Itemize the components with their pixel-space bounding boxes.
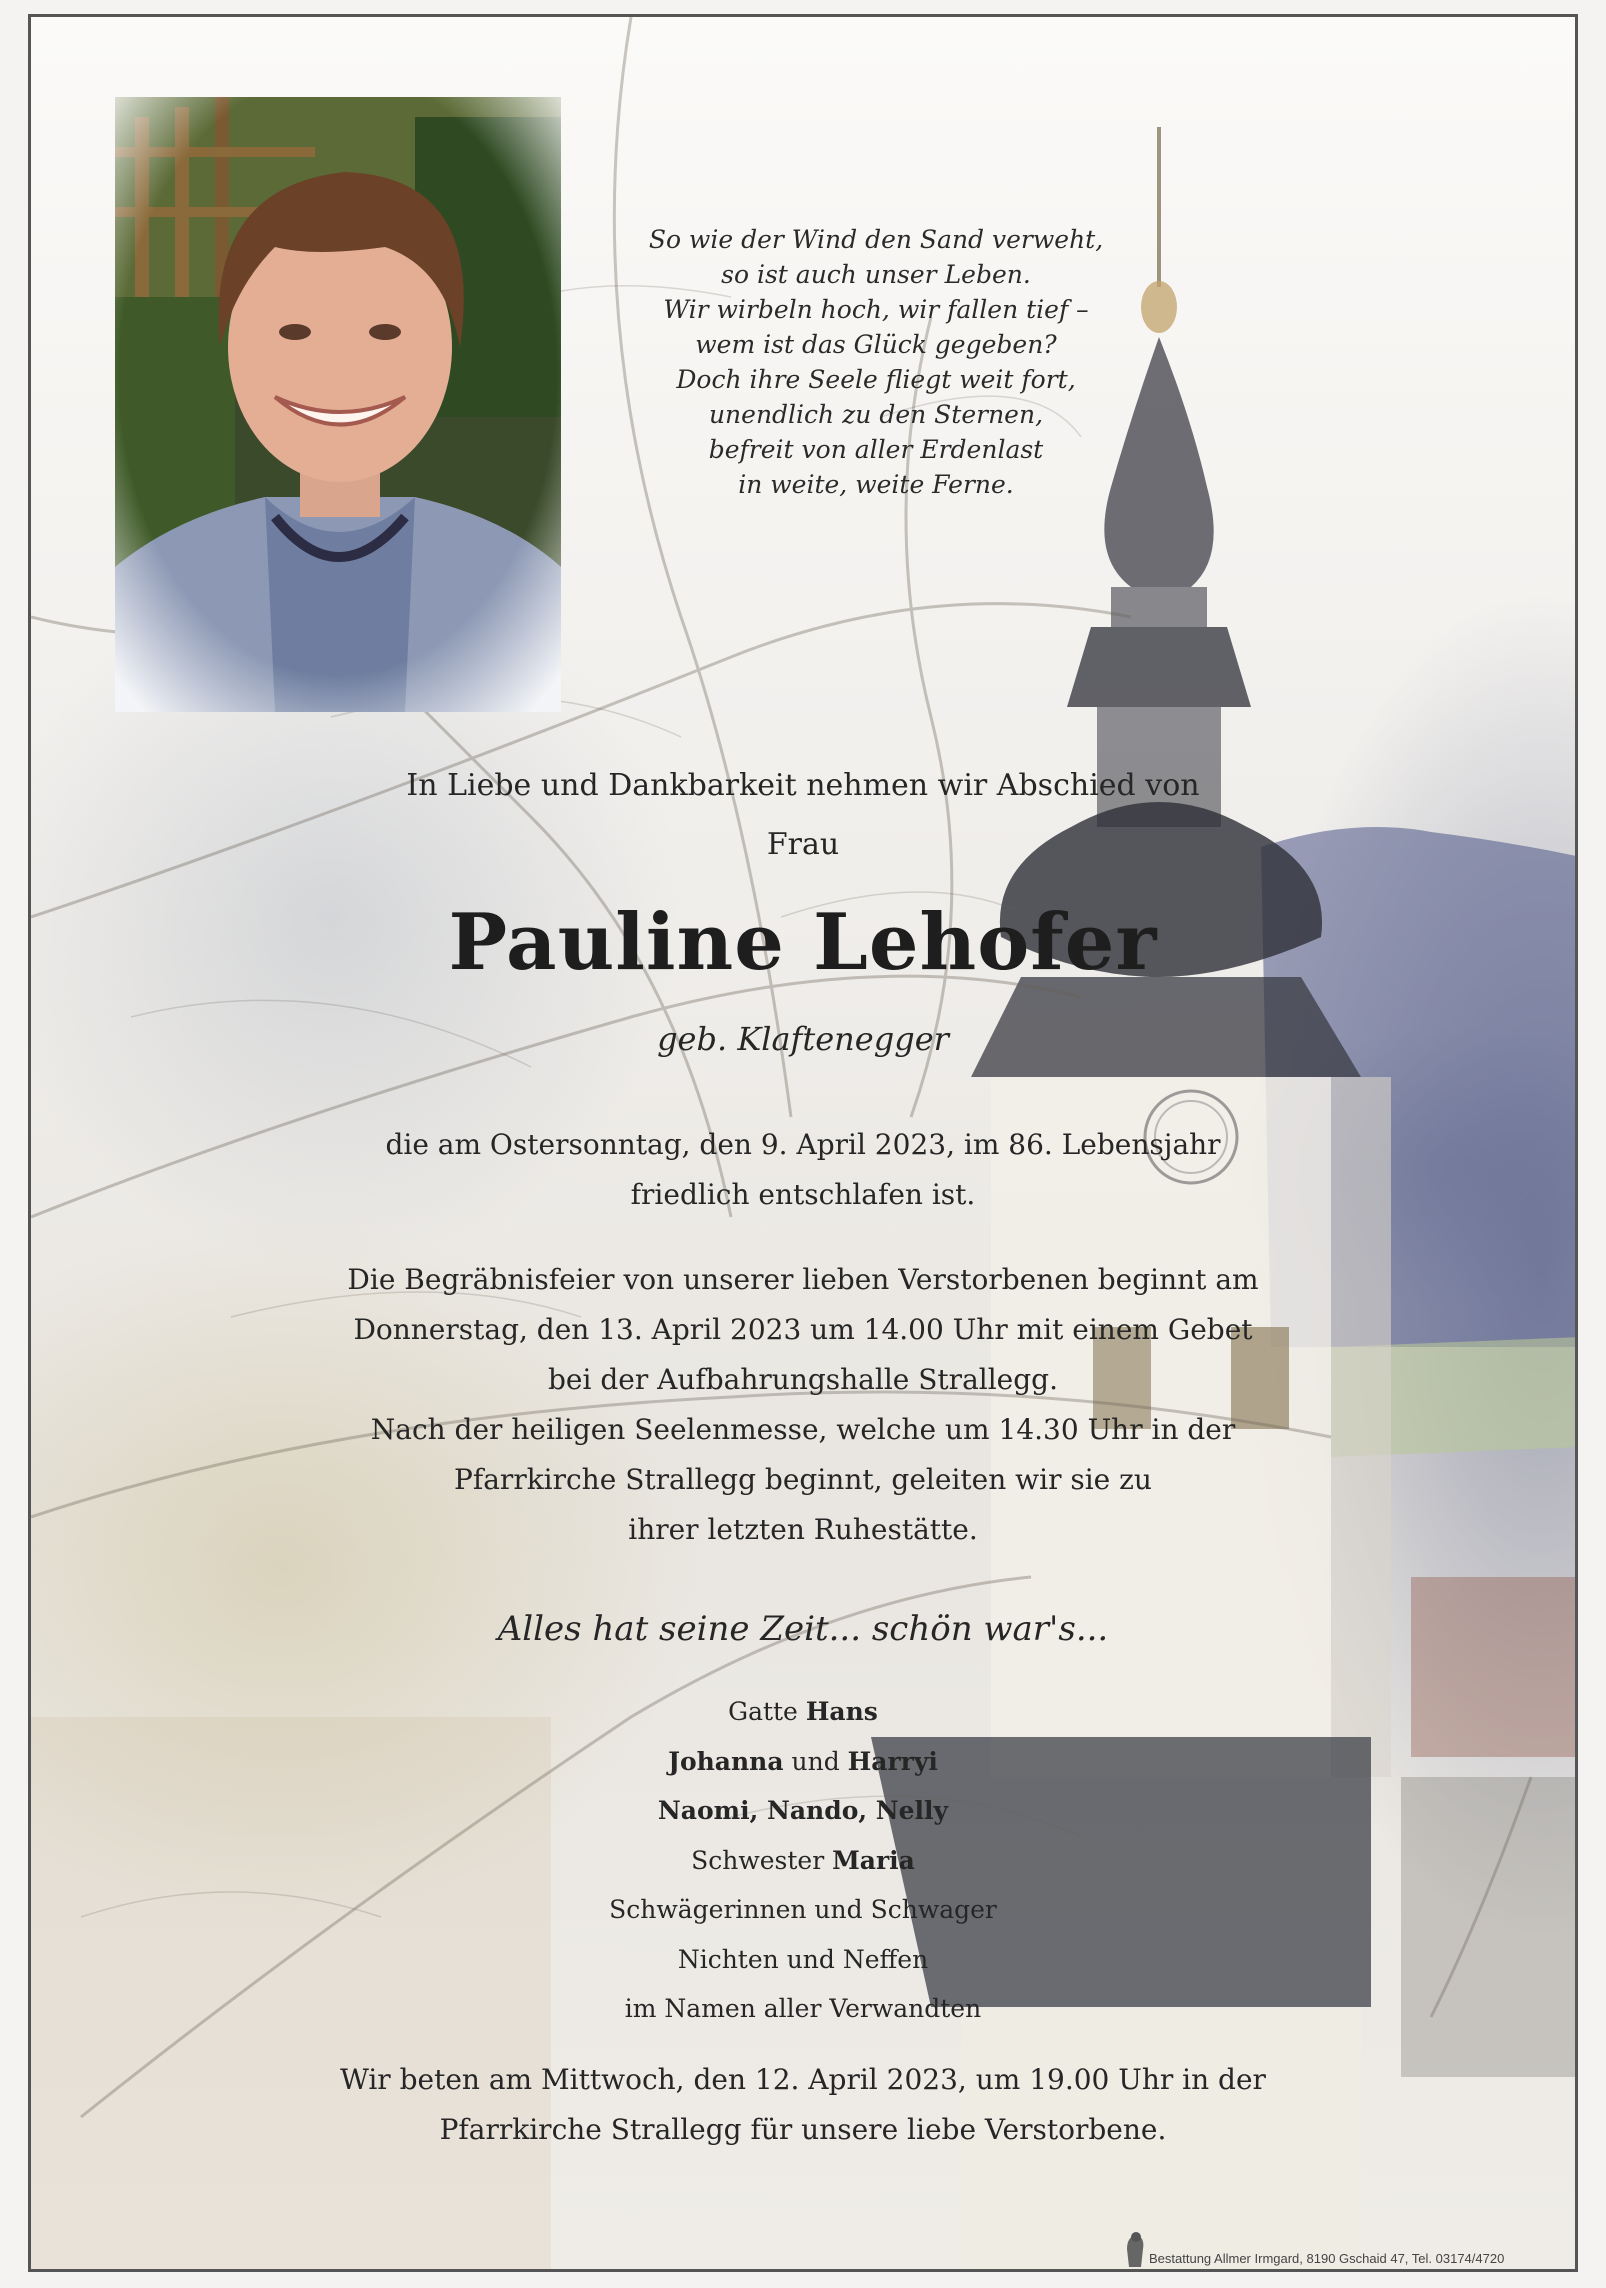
mourner-relation: Schwester (691, 1845, 833, 1875)
funeral-line: Die Begräbnisfeier von unserer lieben Verstorbenen beginnt am (347, 1263, 1259, 1296)
poem-line: Doch ihre Seele fliegt weit fort, (676, 365, 1076, 394)
prayer-line: Pfarrkirche Strallegg für unsere liebe Verstorbene. (439, 2113, 1167, 2146)
poem-line: Wir wirbeln hoch, wir fallen tief – (663, 295, 1089, 324)
death-notice-line: friedlich entschlafen ist. (630, 1178, 976, 1211)
poem-line: in weite, weite Ferne. (738, 470, 1014, 499)
mourner-conjunction: und (783, 1746, 848, 1776)
mourner-row (31, 1737, 1575, 1787)
poem-line: So wie der Wind den Sand verweht, (648, 225, 1104, 254)
undertaker-logo-icon (1121, 2229, 1151, 2269)
mourner-row (31, 1687, 1575, 1737)
farewell-intro: In Liebe und Dankbarkeit nehmen wir Abschied von (406, 768, 1200, 803)
poem-line: befreit von aller Erdenlast (708, 435, 1044, 464)
mourner-row: Schwägerinnen und Schwager (609, 1895, 997, 1924)
death-notice (31, 1120, 1575, 1220)
mourner-name: Harryi (847, 1746, 938, 1776)
portrait-photo (115, 97, 561, 712)
funeral-details (31, 1255, 1575, 1555)
funeral-line: Donnerstag, den 13. April 2023 um 14.00 Uhr mit einem Gebet (353, 1313, 1253, 1346)
funeral-line: bei der Aufbahrungshalle Strallegg. (548, 1363, 1058, 1396)
deceased-name: Pauline Lehofer (448, 897, 1158, 988)
funeral-line: ihrer letzten Ruhestätte. (628, 1513, 978, 1546)
funeral-line: Nach der heiligen Seelenmesse, welche um 14.30 Uhr in der (370, 1413, 1236, 1446)
notice-frame (28, 14, 1578, 2272)
mourner-row (31, 1836, 1575, 1886)
motto: Alles hat seine Zeit... schön war's... (497, 1609, 1109, 1649)
mourner-row: Nichten und Neffen (677, 1944, 929, 1974)
poem (551, 222, 1201, 502)
poem-line: so ist auch unser Leben. (721, 260, 1031, 289)
mourner-row (31, 1786, 1575, 1836)
poem-line: unendlich zu den Sternen, (708, 400, 1044, 429)
mourner-name: Naomi, Nando, Nelly (657, 1796, 949, 1825)
mourner-name: Johanna (668, 1746, 784, 1776)
prayer-notice (31, 2055, 1575, 2155)
undertaker-info: Bestattung Allmer Irmgard, 8190 Gschaid 47, Tel. 03174/4720 (1149, 2251, 1505, 2266)
mourner-name: Maria (832, 1845, 915, 1875)
maiden-name: geb. Klaftenegger (657, 1020, 949, 1058)
prayer-line: Wir beten am Mittwoch, den 12. April 2023, um 19.00 Uhr in der (340, 2063, 1266, 2096)
mourner-relation: Gatte (728, 1697, 806, 1726)
funeral-line: Pfarrkirche Strallegg beginnt, geleiten wir sie zu (454, 1463, 1152, 1496)
mourners-list (31, 1687, 1575, 2034)
salutation: Frau (766, 827, 840, 862)
mourner-row: im Namen aller Verwandten (624, 1994, 982, 2023)
poem-line: wem ist das Glück gegeben? (695, 330, 1057, 359)
mourner-name: Hans (805, 1697, 878, 1726)
death-notice-line: die am Ostersonntag, den 9. April 2023, im 86. Lebensjahr (385, 1128, 1221, 1161)
